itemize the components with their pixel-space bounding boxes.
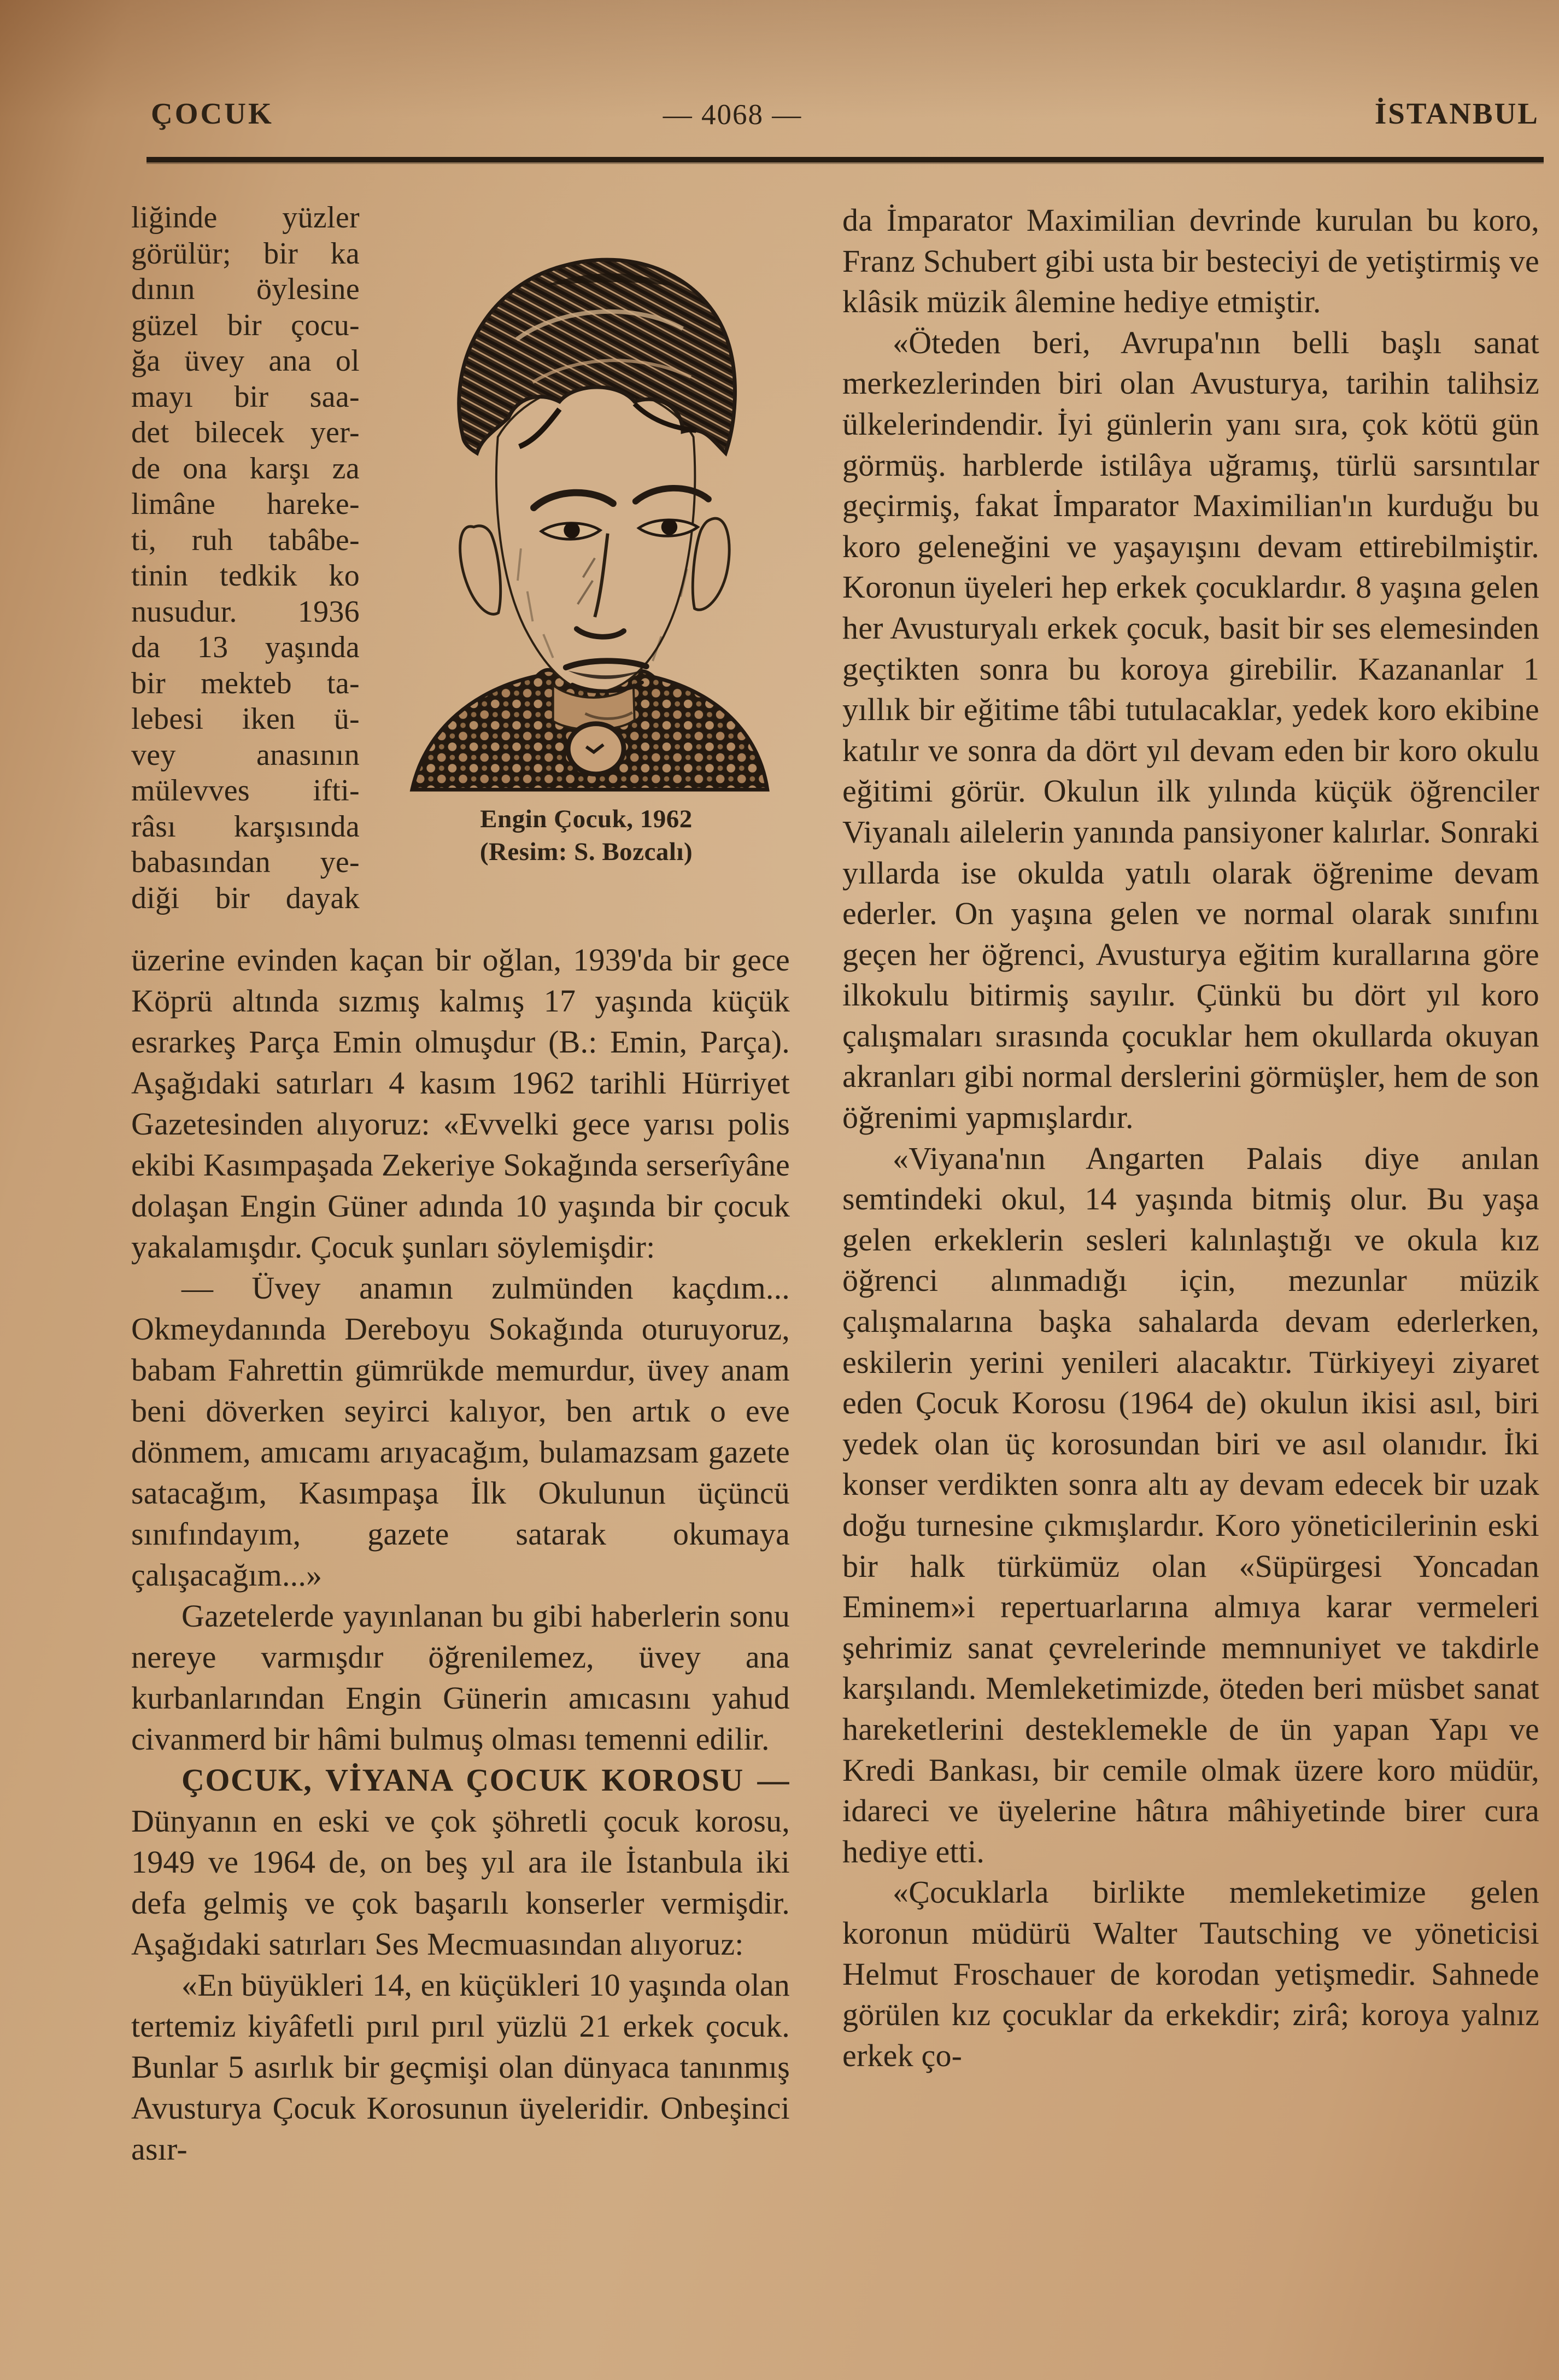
paragraph-text: «Çocuklarla birlikte memleketimize gelen koronun müdürü Walter Tautsching ve yöneticisi Helmut Froschauer de korodan yetişmedir. Sahnede görülen kız çocuklar da erkekdir; zirâ; koroya yalnız erkek ço- [842,1874,1539,2073]
text-line: ti, ruh tabâbe- [131,523,360,557]
text-line: râsı karşısında [131,809,360,844]
figure-caption-credit: (Resim: S. Bozcalı) [479,838,693,866]
narrow-text-column [131,200,360,939]
paragraph-text: «Öteden beri, Avrupa'nın belli başlı sanat merkezlerinden biri olan Avusturya, tarihin talihsiz ülkelerindendir. İyi günlerin yanı sıra, çok kötü gün görmüş. harblerde istilâya uğramış, türlü sarsıntılar geçirmiş, fakat İmparator Maximilian'ın kurduğu bu koro geleneğini ve yaşayışını devam ettirebilmiştir. Koronun üyeleri hep erkek çocuklardır. 8 yaşına gelen her Avusturyalı erkek çocuk, basit bir ses elemesinden geçtikten sonra bu koroya girebilir. Kazananlar 1 yıllık bir eğitime tâbi tutulacaklar, yedek koro ekibine katılır ve sonra da dört yıl devam eden bir koro okulu eğitimi görür. Okulun ilk yılında küçük öğrenciler Viyanalı ailelerin yanında pansiyoner kalırlar. Sonraki yıllarda ise okulda yatılı olarak öğrenime devam ederler. On yaşına gelen ve normal olarak sınıfını geçen her öğrenci, Avusturya eğitim kurallarına göre ilkokulu bitirmiş sayılır. Çünkü bu dört yıl koro çalışmaları sırasında çocuklar hem okullarda okuyan akranları gibi normal derslerini görmüşler, hem de son öğrenimi yapmışlardır. [842,324,1539,1136]
text-line: bir mekteb ta- [131,666,360,700]
page-number: — 4068 — [663,99,802,131]
paragraph-text: — Üvey anamın zulmünden kaçdım... Okmeydanında Dereboyu Sokağında oturuyoruz, babam Fahrettin gümrükde memurdur, üvey anam beni döverken seyirci kalıyor, ben artık o eve dönmem, amıcamı arıyacağım, bulamazsam gazete satacağım, Kasımpaşa İlk Okulunun üçüncü sınıfındayım, gazete satarak okumaya çalışacağım...» [131,1270,790,1593]
running-head-section: ÇOCUK [151,97,274,130]
paragraph [131,1759,790,1964]
paragraph-text: Dünyanın en eski ve çok şöhretli çocuk korosu, 1949 ve 1964 de, on beş yıl ara ile İstanbula iki defa gelmiş ve çok başarılı konserler vermişdir. Aşağıdaki satırları Ses Mecmuasından alıyoruz: [131,1803,790,1962]
text-line: limâne hareke- [131,487,360,521]
text-line: babasından ye- [131,845,360,879]
text-line: diği bir dayak [131,881,360,915]
paragraph [131,1964,790,2170]
paragraph [131,939,790,1267]
text-line: det bilecek yer- [131,416,360,449]
figure [383,200,790,939]
paragraph-text: da İmparator Maximilian devrinde kurulan bu koro, Franz Schubert gibi usta bir besteciyi de yetiştirmiş ve klâsik müzik âlemine hediye etmiştir. [842,202,1539,320]
paragraph [131,1595,790,1759]
left-column-paragraphs [131,939,790,2170]
text-line: mayı bir saa- [131,379,360,414]
text-columns [131,200,1539,2170]
text-line: de ona karşı za [131,451,360,486]
text-line: lebesi iken ü- [131,702,360,736]
text-line: tinin tedkik ko [131,559,360,593]
text-line: liğinde yüzler [131,201,360,235]
figure-caption-title: Engin Çocuk, 1962 [480,805,693,833]
text-line: vey anasının [131,738,360,772]
text-line: ğa üvey ana ol [131,344,360,378]
text-line: da 13 yaşında [131,630,360,664]
paragraph [842,323,1539,1138]
image-text-wrap-block [131,200,790,939]
paragraph [842,200,1539,323]
text-line: güzel bir çocu- [131,308,360,342]
text-line: dının öylesine [131,272,360,306]
paragraph-text: «En büyükleri 14, en küçükleri 10 yaşında olan tertemiz kiyâfetli pırıl pırıl yüzlü 21 erkek çocuk. Bunlar 5 asırlık bir geçmişi olan dünyaca tanınmış Avusturya Çocuk Korosunun üyeleridir. Onbeşinci asır- [131,1967,790,2167]
left-column [131,200,790,2170]
paragraph [842,1872,1539,2076]
paragraph-text: üzerine evinden kaçan bir oğlan, 1939'da bir gece Köprü altında sızmış kalmış 17 yaşında küçük esrarkeş Parça Emin olmuşdur (B.: Emin, Parça). Aşağıdaki satırları 4 kasım 1962 tarihli Hürriyet Gazetesinden alıyoruz: «Evvelki gece yarısı polis ekibi Kasımpaşada Zekeriye Sokağında serserîyâne dolaşan Engin Güner adında 10 yaşında bir çocuk yakalamışdır. Çocuk şunları söylemişdir: [131,942,790,1265]
text-line: görülür; bir ka [131,236,360,271]
header-rule [146,157,1544,162]
right-column [842,200,1539,2170]
text-line: nusudur. 1936 [131,594,360,629]
paragraph-text: «Viyana'nın Angarten Palais diye anılan semtindeki okul, 14 yaşında bitmiş olur. Bu yaşa gelen erkeklerin sesleri kalınlaştığı ve okula kız öğrenci alınmadığı için, mezunlar müzik çalışmalarına başka sahalarda devam ederlerken, eskilerin yerini yenileri alacaktır. Türkiyeyi ziyaret eden Çocuk Korosu (1964 de) okulun ikisi asıl, biri yedek olan üç korosundan biri ve asıl olanıdır. İki konser verdikten sonra altı ay devam edecek bir uzak doğu turnesine çıkmışlardır. Koro yöneticilerinin eski bir halk türkümüz olan «Süpürgesi Yoncadan Eminem»i repertuarlarına almıya karar vermeleri şehrimiz sanat çevrelerinde memnuniyet ve takdirle karşılandı. Memleketimizde, öteden beri müsbet sanat hareketlerini desteklemekle de ün yapan Yapı ve Kredi Bankası, bir cemile olmak üzere koro müdür, idareci ve üyelerine hâtıra mâhiyetinde birer cura hediye etti. [842,1140,1539,1869]
right-column-paragraphs [842,200,1539,2076]
boy-portrait-illustration [383,200,790,795]
paragraph [842,1138,1539,1873]
running-head-city: İSTANBUL [1374,97,1539,130]
paragraph [131,1267,790,1595]
text-line: mülevves ifti- [131,774,360,808]
paragraph-heading: ÇOCUK, VİYANA ÇOCUK KOROSU — [181,1762,790,1798]
figure-caption [383,803,790,868]
paragraph-text: Gazetelerde yayınlanan bu gibi haberlerin sonu nereye varmışdır öğrenilemez, üvey ana kurbanlarından Engin Günerin amıcasını yahud civanmerd bir hâmi bulmuş olması temenni edilir. [131,1598,790,1757]
